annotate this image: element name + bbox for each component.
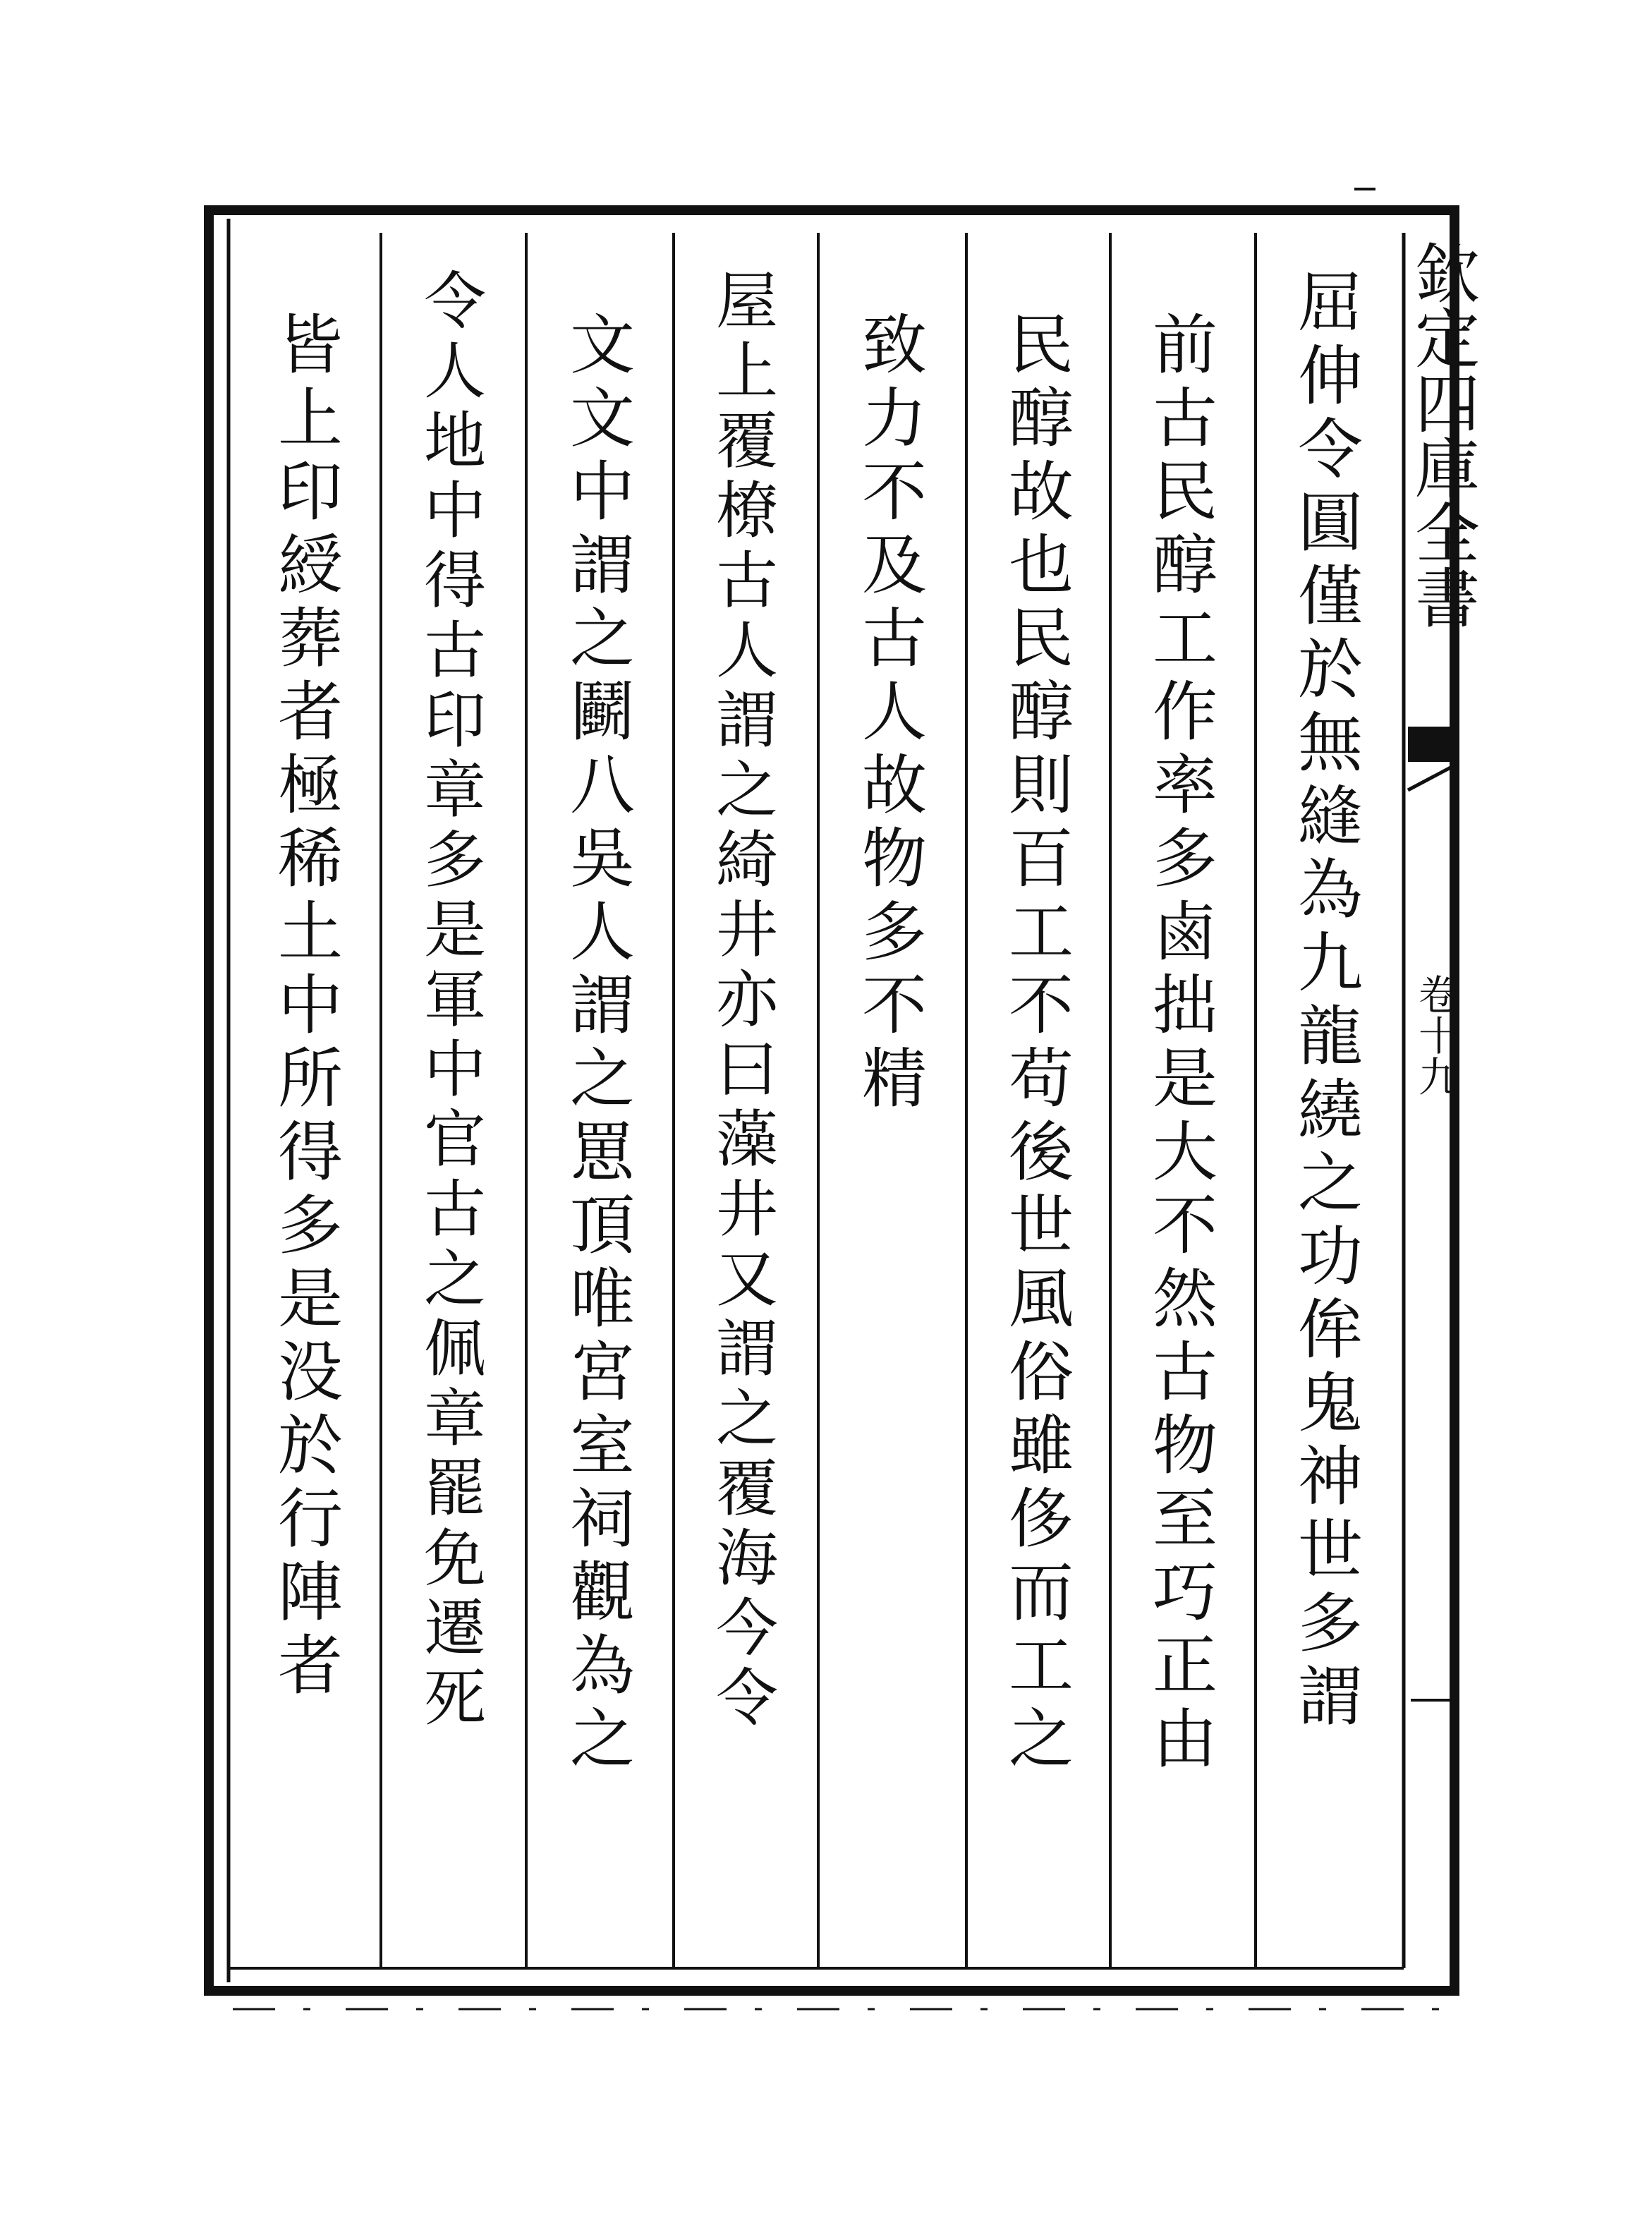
outer-frame-line [209, 210, 1459, 1991]
text-column-1: 屈伸令圓僅於無縫為九龍繞之功侔鬼神世多謂 [1287, 268, 1363, 1735]
text-column-2: 前古民醇工作率多鹵拙是大不然古物至巧正由 [1142, 310, 1217, 1778]
text-column-4: 致力不及古人故物多不精 [851, 310, 927, 1117]
text-column-8: 皆上印綬葬者極稀土中所得多是没於行陣者 [267, 310, 343, 1704]
fishtail-mark [1408, 727, 1454, 762]
fishtail-line [1408, 765, 1454, 790]
book-title: 欽定四庫全書 [1404, 240, 1480, 629]
text-column-3: 民醇故也民醇則百工不苟後世風俗雖侈而工之 [998, 310, 1074, 1778]
text-column-6: 文文中謂之鬬八吳人謂之罳頂唯宮室祠觀為之 [559, 310, 635, 1778]
volume-number: 卷十九 [1411, 974, 1459, 1096]
text-column-7: 令人地中得古印章多是軍中官古之佩章罷免遷死 [414, 268, 487, 1735]
text-column-5: 屋上覆橑古人謂之綺井亦曰藻井又謂之覆海今令 [706, 268, 779, 1735]
